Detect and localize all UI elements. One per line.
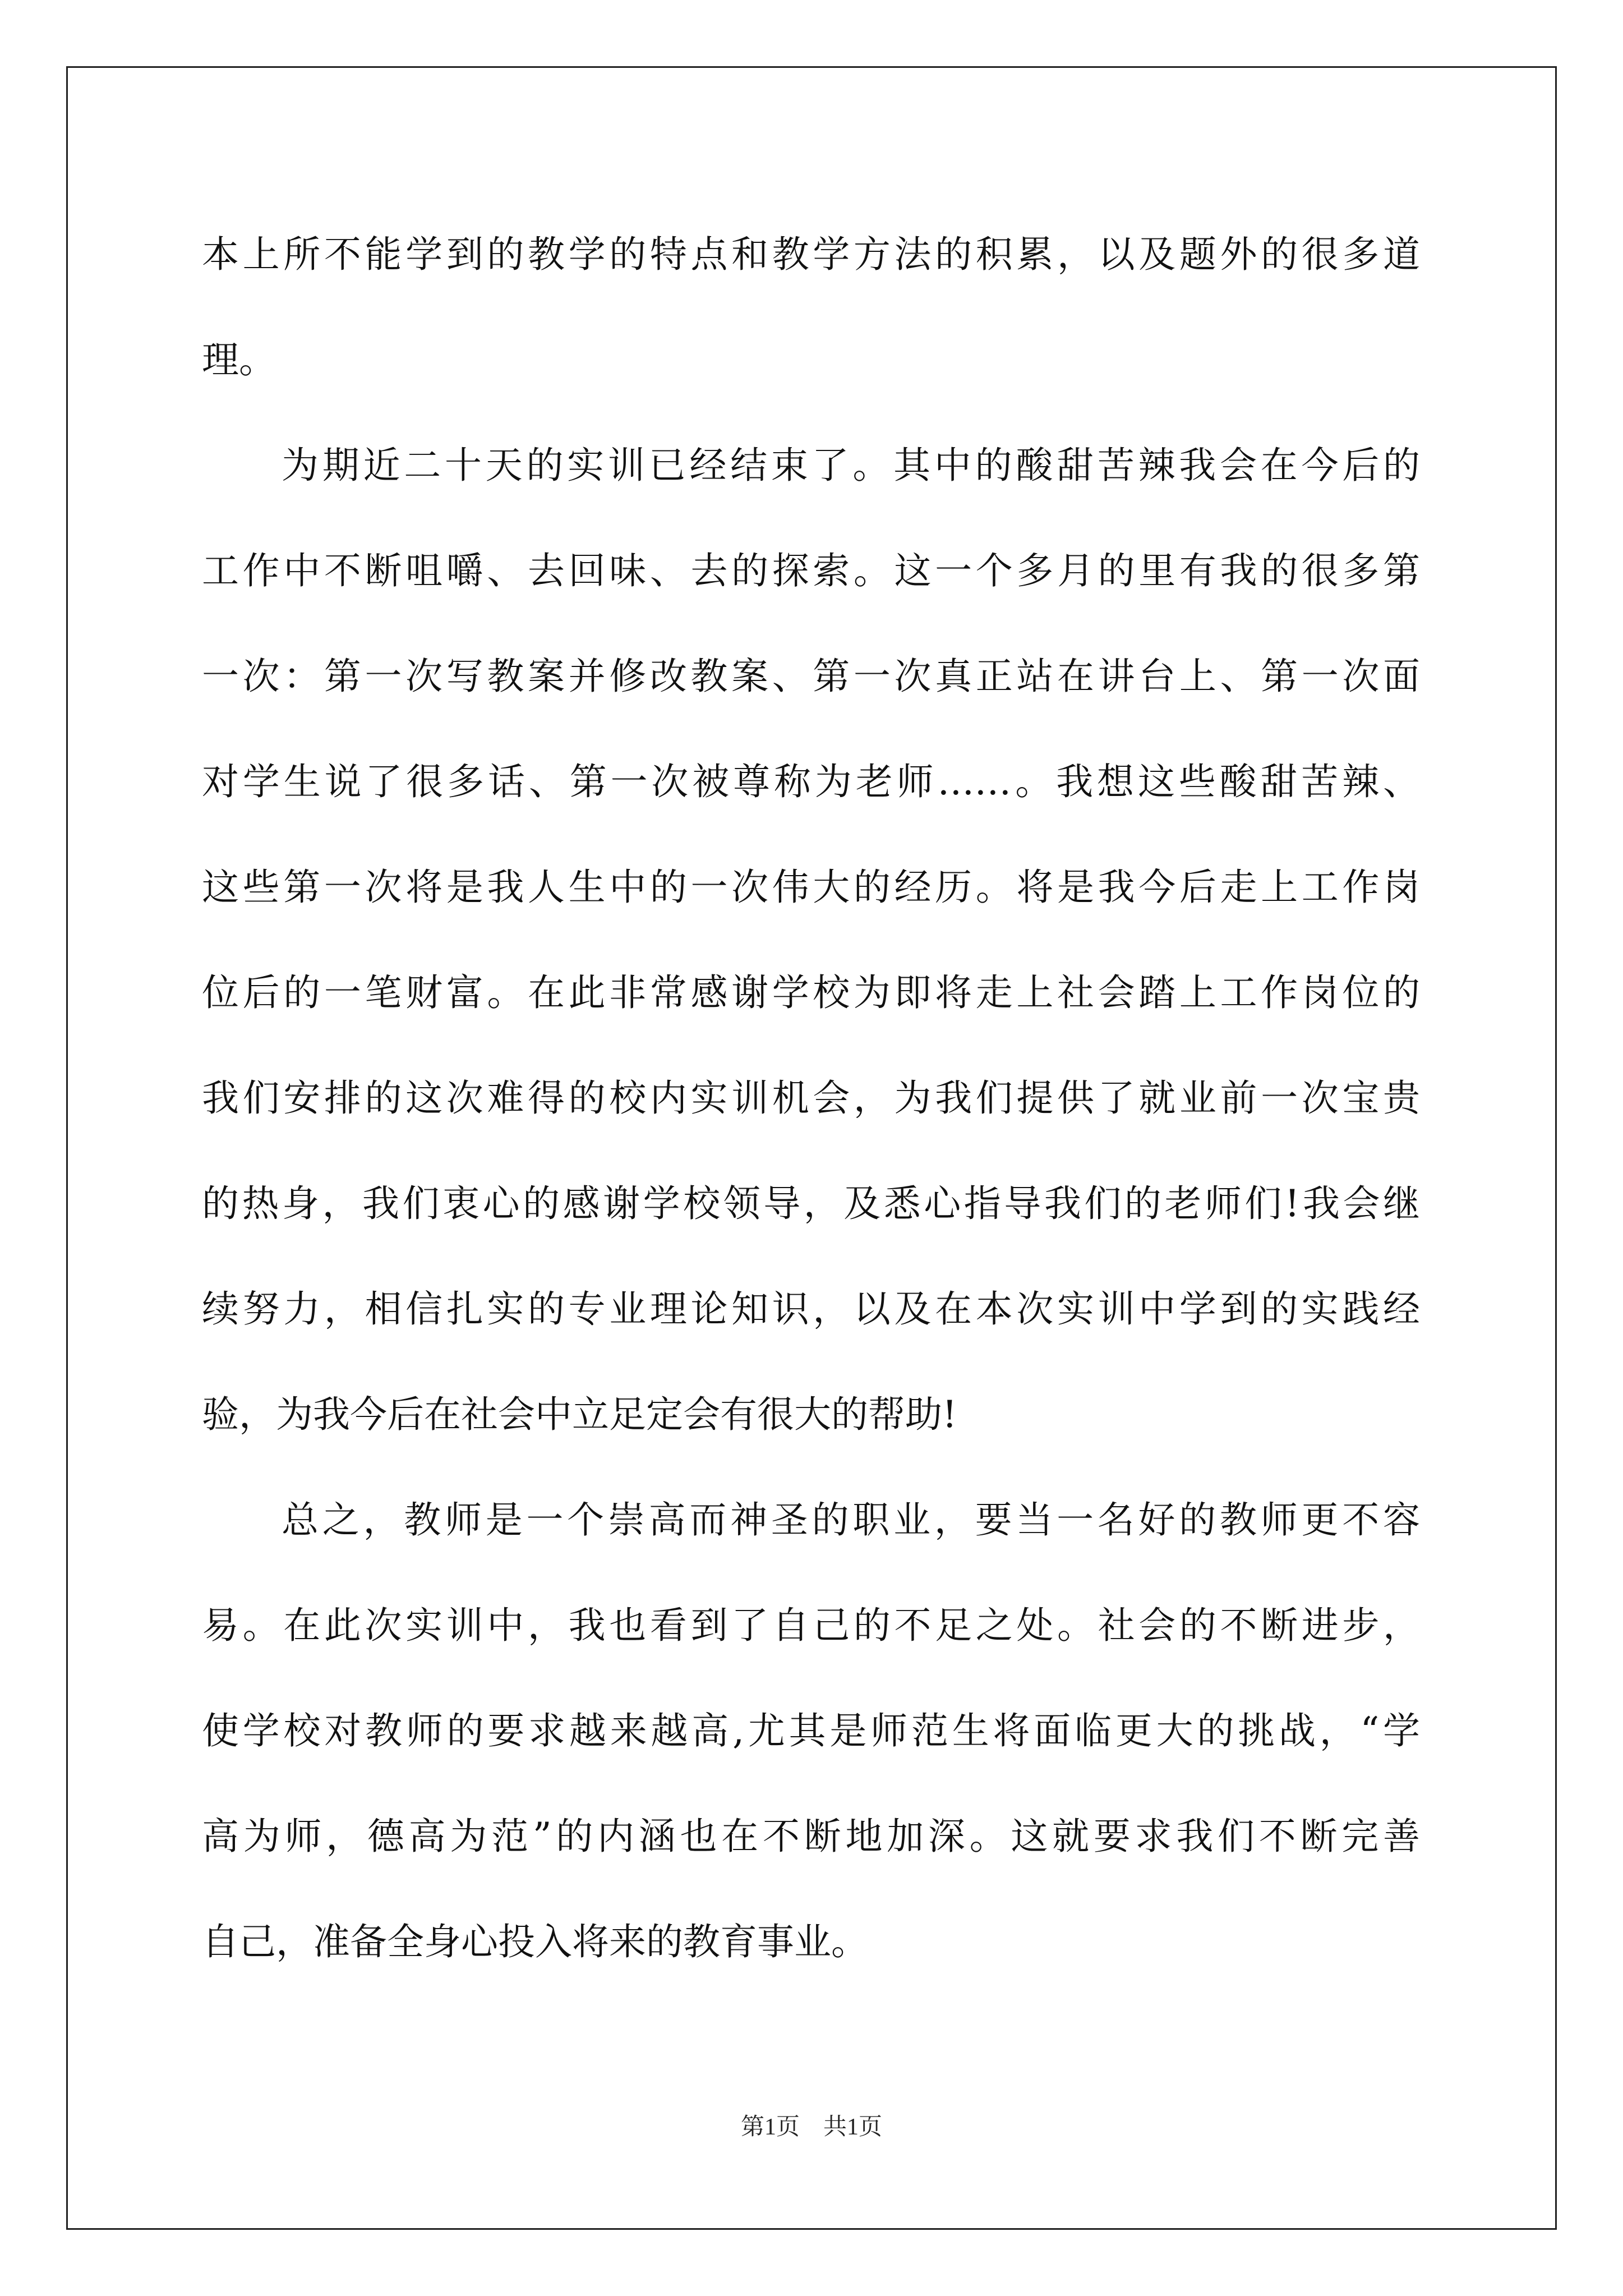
text-line-12: 验，为我今后在社会中立足定会有很大的帮助! (202, 1393, 957, 1436)
text-line-16: 高为师，德高为范”的内涵也在不断地加深。这就要求我们不断完善 (202, 1815, 1420, 1858)
text-line-9: 我们安排的这次难得的校内实训机会，为我们提供了就业前一次宝贵 (202, 1076, 1420, 1120)
text-line-17: 自己，准备全身心投入将来的教育事业。 (202, 1920, 868, 1963)
document-body (202, 202, 1420, 1995)
page-number-footer: 第1页 共1页 (740, 2114, 882, 2140)
text-line-11: 续努力，相信扎实的专业理论知识，以及在本次实训中学到的实践经 (202, 1287, 1420, 1331)
text-line-10: 的热身，我们衷心的感谢学校领导，及悉心指导我们的老师们!我会继 (202, 1182, 1420, 1225)
text-line-3: 为期近二十天的实训已经结束了。其中的酸甜苦辣我会在今后的 (282, 444, 1420, 487)
text-line-4: 工作中不断咀嚼、去回味、去的探索。这一个多月的里有我的很多第 (202, 549, 1420, 592)
text-line-15: 使学校对教师的要求越来越高,尤其是师范生将面临更大的挑战，“学 (202, 1709, 1420, 1752)
text-line-6: 对学生说了很多话、第一次被尊称为老师……。我想这些酸甜苦辣、 (202, 760, 1420, 803)
text-line-8: 位后的一笔财富。在此非常感谢学校为即将走上社会踏上工作岗位的 (202, 971, 1420, 1014)
text-line-2: 理。 (202, 338, 276, 381)
text-line-7: 这些第一次将是我人生中的一次伟大的经历。将是我今后走上工作岗 (202, 866, 1420, 909)
text-line-14: 易。在此次实训中，我也看到了自己的不足之处。社会的不断进步， (202, 1604, 1420, 1647)
text-line-13: 总之，教师是一个崇高而神圣的职业，要当一名好的教师更不容 (282, 1498, 1420, 1542)
text-line-5: 一次：第一次写教案并修改教案、第一次真正站在讲台上、第一次面 (202, 655, 1420, 698)
text-line-1: 本上所不能学到的教学的特点和教学方法的积累，以及题外的很多道 (202, 233, 1420, 276)
